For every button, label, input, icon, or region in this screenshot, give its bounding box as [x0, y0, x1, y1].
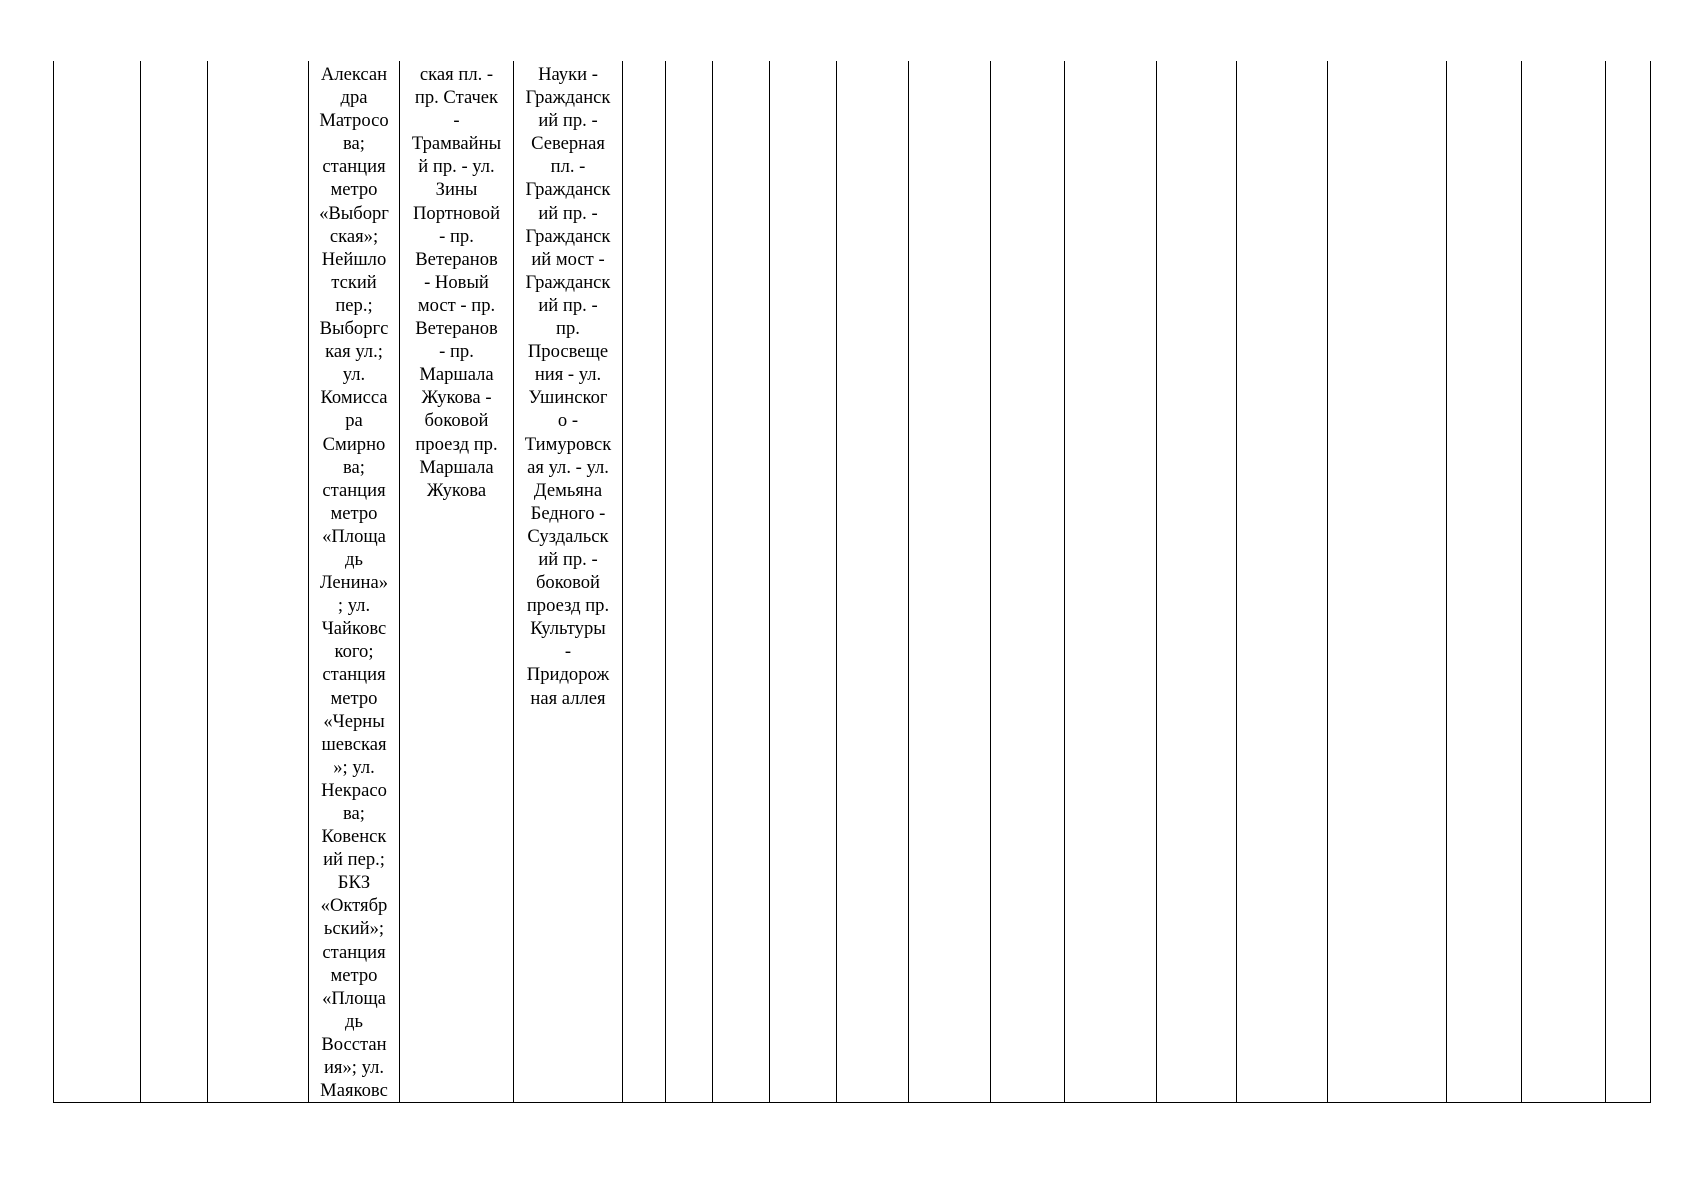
table-cell-20: [1606, 61, 1651, 1103]
table-cell-18: [1447, 61, 1522, 1103]
table-cell-route-backward: [514, 61, 623, 1103]
table-cell-7: [623, 61, 666, 1103]
table-cell-route-forward: [400, 61, 514, 1103]
table-cell-10: [770, 61, 837, 1103]
route-forward-text: ская пл. - пр. Стачек - Трамвайны й пр. - ул. Зины Портновой - пр. Ветеранов - Новый мост - пр. Ветеранов - пр. Маршала Жукова - боковой проезд пр. Маршала Жукова: [411, 64, 502, 501]
table-cell-19: [1522, 61, 1606, 1103]
table-cell-2: [141, 61, 208, 1103]
table-cell-8: [666, 61, 713, 1103]
table-cell-11: [837, 61, 909, 1103]
table-cell-17: [1328, 61, 1447, 1103]
table-cell-15: [1157, 61, 1237, 1103]
table-cell-12: [909, 61, 991, 1103]
table-cell-16: [1237, 61, 1328, 1103]
table-cell-stops: [309, 61, 400, 1103]
table-cell-14: [1065, 61, 1157, 1103]
table-cell-1: [54, 61, 141, 1103]
document-table: [53, 61, 1651, 1103]
table-cell-3: [208, 61, 309, 1103]
stops-list-text: Алексан дра Матросо ва; станция метро «Выборг ская»; Нейшло тский пер.; Выборгс кая ул.; ул. Комисса ра Смирно ва; станция метро «Площа дь Ленина» ; ул. Чайковс кого; станция метро «Черны шевская »; ул. Некрасо ва; Ковенск ий пер.; БКЗ «Октябр ьский»; станция метро «Площа дь Восстан ия»; ул. Маяковс: [319, 64, 389, 1102]
route-backward-text: Науки - Гражданск ий пр. - Северная пл. - Гражданск ий пр. - Гражданск ий мост - Гражданск ий пр. - пр. Просвеще ния - ул. Ушинског о - Тимуровск ая ул. - ул. Демьяна Бедного - Суздальск ий пр. - боковой проезд пр. Культуры - Придорож ная аллея: [524, 64, 612, 709]
table-cell-13: [991, 61, 1065, 1103]
table-row: [54, 61, 1651, 1103]
table-cell-9: [713, 61, 770, 1103]
